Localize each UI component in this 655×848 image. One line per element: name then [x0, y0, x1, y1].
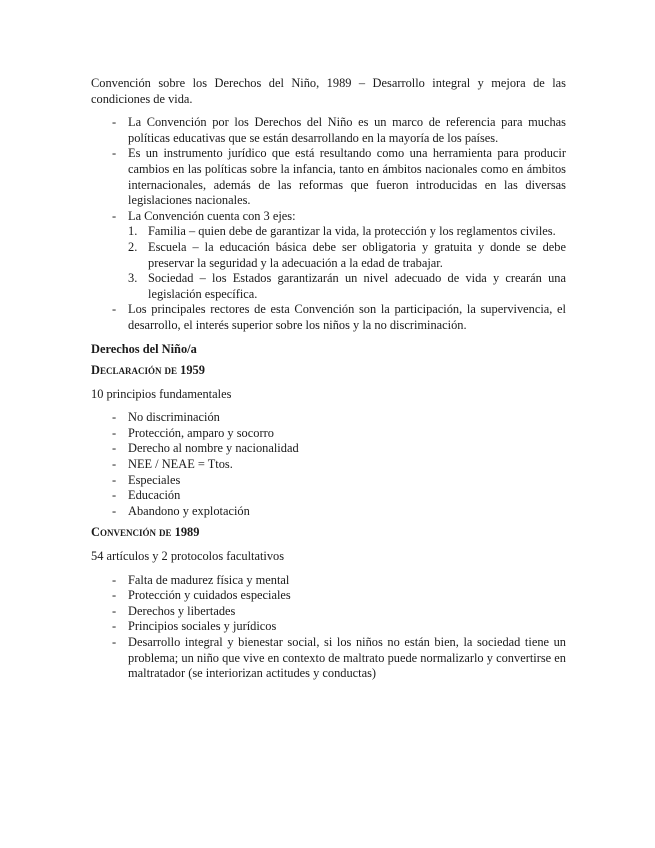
list-item: - Es un instrumento jurídico que está resultando como una herramienta para producir cambios en las políticas sobre la infancia, tanto en ámbitos nacionales como en ámbitos internacionales, además de las reformas que fueron introducidas en las diversas legislaciones nacionales. — [91, 146, 566, 208]
declaracion-heading: Declaración de 1959 — [91, 363, 205, 378]
convencion-subtitle: 54 artículos y 2 protocolos facultativos — [91, 549, 285, 564]
list-item: - Protección y cuidados especiales — [91, 588, 566, 604]
declaracion-subtitle: 10 principios fundamentales — [91, 386, 232, 401]
list-item: - La Convención por los Derechos del Niño es un marco de referencia para muchas políticas educativas que se están desarrollando en la mayoría de los países. — [91, 115, 566, 146]
numbered-item: Escuela – la educación básica debe ser obligatoria y gratuita y donde se debe preservar la seguridad y la adecuación a la edad de trabajar. — [148, 239, 566, 270]
list-item: - No discriminación — [91, 410, 566, 426]
convencion-list — [91, 573, 566, 682]
list-item: - Educación — [91, 488, 566, 504]
list-item: - Los principales rectores de esta Convención son la participación, la supervivencia, el desarrollo, el interés superior sobre los niños y la no discriminación. — [91, 302, 566, 333]
list-item: - Derechos y libertades — [91, 604, 566, 620]
convention-bullet-list — [91, 115, 566, 333]
intro-paragraph: Convención sobre los Derechos del Niño, 1989 – Desarrollo integral y mejora de las condiciones de vida. — [91, 76, 566, 106]
ejes-numbered-list — [128, 224, 566, 302]
declaracion-list — [91, 410, 566, 519]
numbered-item: Familia – quien debe de garantizar la vida, la protección y los reglamentos civiles. — [148, 224, 556, 239]
convencion-heading: Convención de 1989 — [91, 525, 200, 540]
document-page — [91, 76, 566, 682]
list-item: - Abandono y explotación — [91, 504, 566, 520]
section-heading: Derechos del Niño/a — [91, 341, 197, 356]
list-item: - Especiales — [91, 473, 566, 489]
list-item — [91, 209, 566, 303]
list-item: - Falta de madurez física y mental — [91, 573, 566, 589]
list-item: - Protección, amparo y socorro — [91, 426, 566, 442]
list-item: - Principios sociales y jurídicos — [91, 619, 566, 635]
list-item-text: La Convención cuenta con 3 ejes: — [128, 208, 296, 223]
list-item: - Derecho al nombre y nacionalidad — [91, 441, 566, 457]
list-item: - NEE / NEAE = Ttos. — [91, 457, 566, 473]
numbered-item: Sociedad – los Estados garantizarán un nivel adecuado de vida y crearán una legislación específica. — [148, 271, 566, 301]
list-item: - Desarrollo integral y bienestar social, si los niños no están bien, la sociedad tiene un problema; un niño que vive en contexto de maltrato puede normalizarlo y convertirse en maltratador (se interiorizan actitudes y conductas) — [91, 635, 566, 682]
